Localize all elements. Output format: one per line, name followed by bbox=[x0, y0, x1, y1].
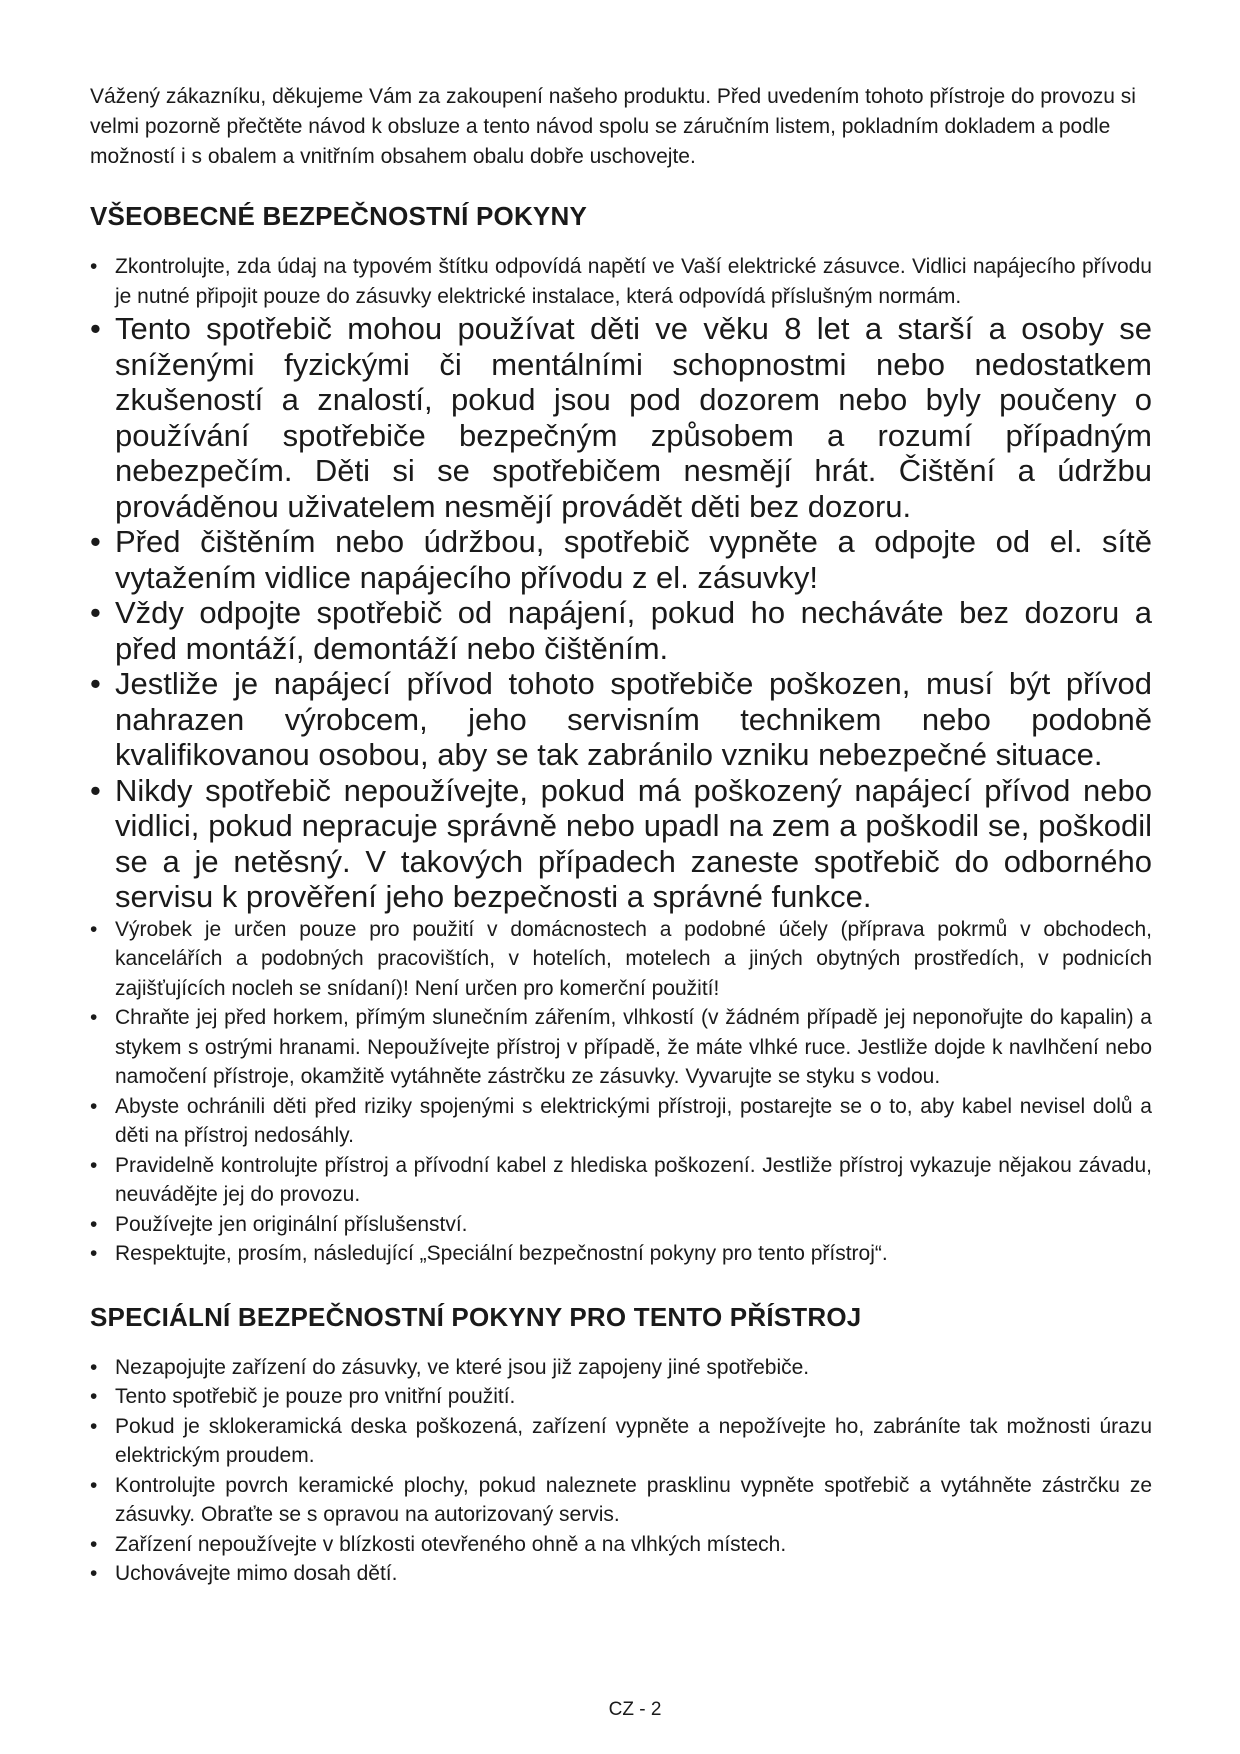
list-item: • Pravidelně kontrolujte přístroj a přívodní kabel z hlediska poškození. Jestliže přístroj vykazuje nějakou závadu, neuvádějte jej do provozu. bbox=[90, 1151, 1152, 1210]
document-page bbox=[90, 82, 1152, 1589]
list-item: • Vždy odpojte spotřebič od napájení, pokud ho necháváte bez dozoru a před montáží, demontáží nebo čištěním. bbox=[90, 595, 1152, 666]
list-item: • Před čištěním nebo údržbou, spotřebič vypněte a odpojte od el. sítě vytažením vidlice napájecího přívodu z el. zásuvky! bbox=[90, 524, 1152, 595]
list-item: • Abyste ochránili děti před riziky spojenými s elektrickými přístroji, postarejte se o to, aby kabel nevisel dolů a děti na přístroj nedosáhly. bbox=[90, 1092, 1152, 1151]
list-item: • Nikdy spotřebič nepoužívejte, pokud má poškozený napájecí přívod nebo vidlici, pokud nepracuje správně nebo upadl na zem a poškodil se, poškodil se a je netěsný. V takových případech zaneste spotřebič do odborného servisu k prověření jeho bezpečnosti a správné funkce. bbox=[90, 773, 1152, 915]
list-item: • Používejte jen originální příslušenství. bbox=[90, 1210, 1152, 1240]
general-safety-list bbox=[90, 252, 1152, 1269]
list-item: • Chraňte jej před horkem, přímým slunečním zářením, vlhkostí (v žádném případě jej neponořujte do kapalin) a stykem s ostrými hranami. Nepoužívejte přístroj v případě, že máte vlhké ruce. Jestliže dojde k navlhčení nebo namočení přístroje, okamžitě vytáhněte zástrčku ze zásuvky. Vyvarujte se styku s vodou. bbox=[90, 1003, 1152, 1092]
list-item: • Výrobek je určen pouze pro použití v domácnostech a podobné účely (příprava pokrmů v obchodech, kancelářích a podobných pracovištích, v hotelích, motelech a jiných obytných prostředích, v podnicích zajišťujících nocleh se snídaní)! Není určen pro komerční použití! bbox=[90, 915, 1152, 1004]
special-safety-list bbox=[90, 1353, 1152, 1589]
list-item: • Zkontrolujte, zda údaj na typovém štítku odpovídá napětí ve Vaší elektrické zásuvce. Vidlici napájecího přívodu je nutné připojit pouze do zásuvky elektrické instalace, která odpovídá příslušným normám. bbox=[90, 252, 1152, 311]
list-item: • Respektujte, prosím, následující „Speciální bezpečnostní pokyny pro tento přístroj“. bbox=[90, 1239, 1152, 1269]
special-safety-heading: SPECIÁLNÍ BEZPEČNOSTNÍ POKYNY PRO TENTO PŘÍSTROJ bbox=[90, 1301, 862, 1332]
page-number: CZ - 2 bbox=[608, 1699, 662, 1720]
list-item: • Kontrolujte povrch keramické plochy, pokud naleznete prasklinu vypněte spotřebič a vytáhněte zástrčku ze zásuvky. Obraťte se s opravou na autorizovaný servis. bbox=[90, 1471, 1152, 1530]
list-item: • Tento spotřebič je pouze pro vnitřní použití. bbox=[90, 1382, 1152, 1412]
list-item: • Tento spotřebič mohou používat děti ve věku 8 let a starší a osoby se sníženými fyzickými či mentálními schopnostmi nebo nedostatkem zkušeností a znalostí, pokud jsou pod dozorem nebo byly poučeny o používání spotřebiče bezpečným způsobem a rozumí případným nebezpečím. Děti si se spotřebičem nesmějí hrát. Čištění a údržbu prováděnou uživatelem nesmějí provádět děti bez dozoru. bbox=[90, 311, 1152, 524]
list-item: • Zařízení nepoužívejte v blízkosti otevřeného ohně a na vlhkých místech. bbox=[90, 1530, 1152, 1560]
list-item: • Jestliže je napájecí přívod tohoto spotřebiče poškozen, musí být přívod nahrazen výrobcem, jeho servisním technikem nebo podobně kvalifikovanou osobou, aby se tak zabránilo vzniku nebezpečné situace. bbox=[90, 666, 1152, 773]
intro-paragraph: Vážený zákazníku, děkujeme Vám za zakoupení našeho produktu. Před uvedením tohoto přístroje do provozu si velmi pozorně přečtěte návod k obsluze a tento návod spolu se záručním listem, pokladním dokladem a podle možností i s obalem a vnitřním obsahem obalu dobře uschovejte. bbox=[90, 85, 1136, 168]
list-item: • Uchovávejte mimo dosah dětí. bbox=[90, 1559, 1152, 1589]
list-item: • Pokud je sklokeramická deska poškozená, zařízení vypněte a nepožívejte ho, zabráníte tak možnosti úrazu elektrickým proudem. bbox=[90, 1412, 1152, 1471]
list-item: • Nezapojujte zařízení do zásuvky, ve které jsou již zapojeny jiné spotřebiče. bbox=[90, 1353, 1152, 1383]
general-safety-heading: VŠEOBECNÉ BEZPEČNOSTNÍ POKYNY bbox=[90, 201, 587, 231]
